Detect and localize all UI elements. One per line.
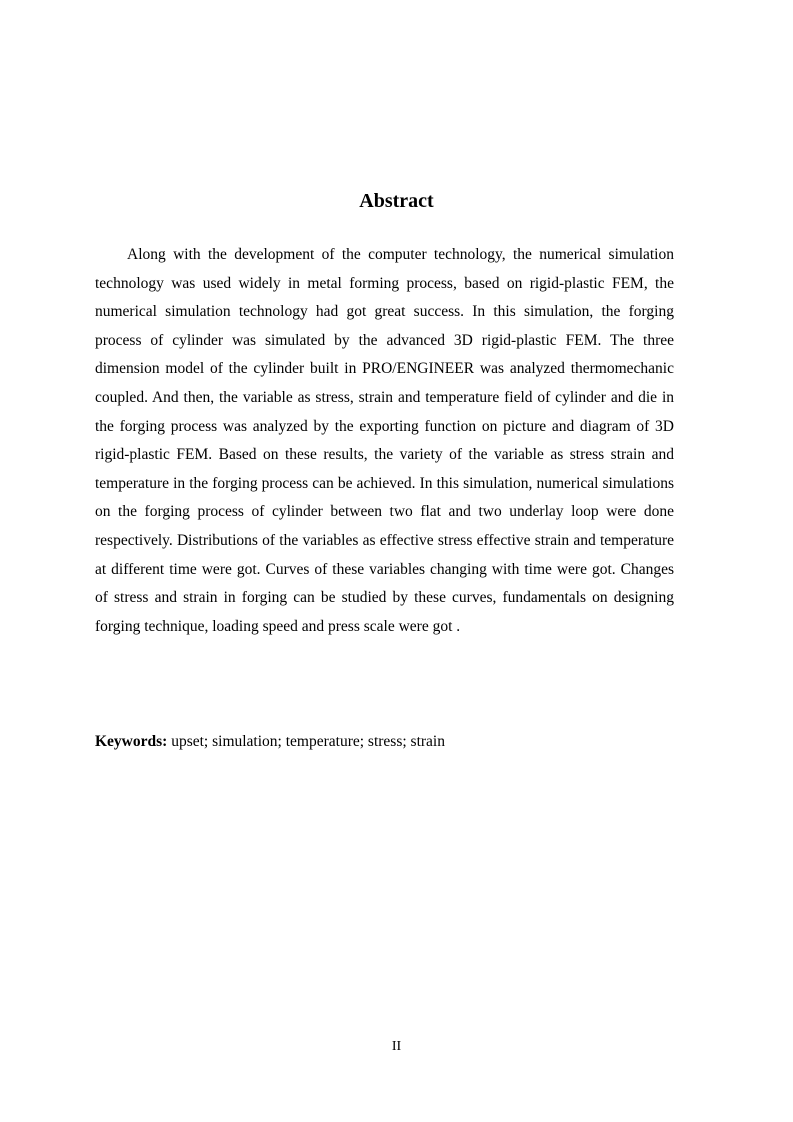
abstract-title: Abstract bbox=[359, 190, 434, 212]
page-number: II bbox=[391, 1039, 402, 1054]
keywords-label: Keywords: bbox=[95, 733, 168, 750]
keywords-text: upset; simulation; temperature; stress; strain bbox=[167, 733, 445, 750]
keywords-line bbox=[95, 730, 674, 754]
abstract-body: Along with the development of the computer technology, the numerical simulation technology was used widely in metal forming process, based on rigid-plastic FEM, the numerical simulation technology had got great success. In this simulation, the forging process of cylinder was simulated by the advanced 3D rigid-plastic FEM. The three dimension model of the cylinder built in PRO/ENGINEER was analyzed thermomechanic coupled. And then, the variable as stress, strain and temperature field of cylinder and die in the forging process was analyzed by the exporting function on picture and diagram of 3D rigid-plastic FEM. Based on these results, the variety of the variable as stress strain and temperature in the forging process can be achieved. In this simulation, numerical simulations on the forging process of cylinder between two flat and two underlay loop were done respectively. Distributions of the variables as effective stress effective strain and temperature at different time were got. Curves of these variables changing with time were got. Changes of stress and strain in forging can be studied by these curves, fundamentals on designing forging technique, loading speed and press scale were got . bbox=[95, 246, 674, 635]
